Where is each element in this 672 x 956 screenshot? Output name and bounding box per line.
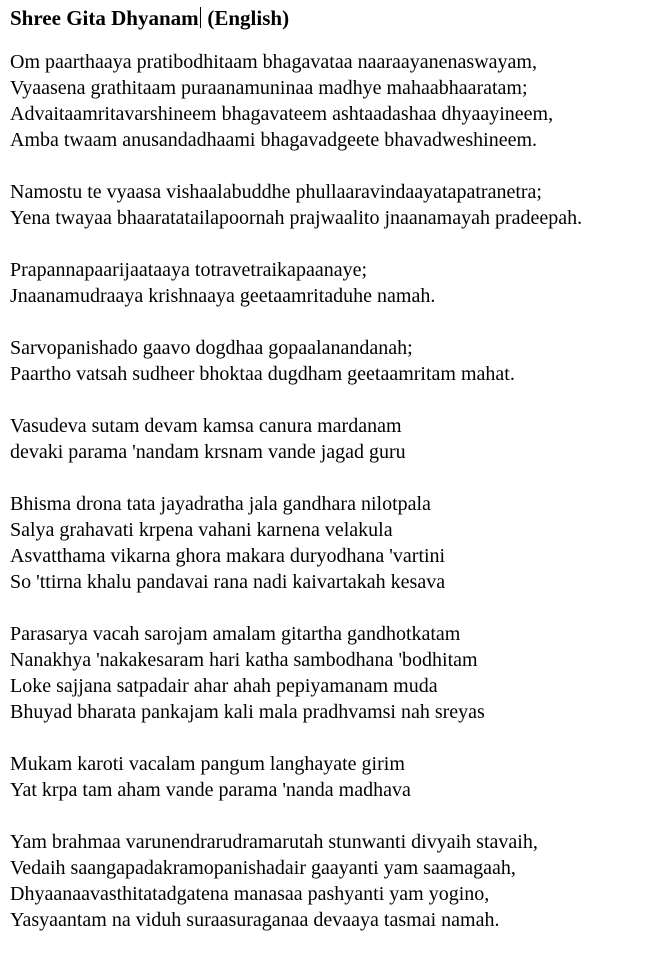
stanza-list — [10, 49, 665, 933]
stanza-8[interactable] — [10, 751, 665, 803]
verse-line[interactable]: Salya grahavati krpena vahani karnena velakula — [10, 519, 393, 541]
stanza-7[interactable] — [10, 621, 665, 725]
stanza-9[interactable] — [10, 829, 665, 933]
verse-line[interactable]: Loke sajjana satpadair ahar ahah pepiyamanam muda — [10, 675, 438, 697]
verse-line[interactable]: Paartho vatsah sudheer bhoktaa dugdham geetaamritam mahat. — [10, 363, 515, 385]
verse-line[interactable]: Prapannapaarijaataaya totravetraikapaanaye; — [10, 259, 368, 281]
stanza-3[interactable] — [10, 257, 665, 309]
title-text-after-cursor: (English) — [202, 6, 290, 30]
text-cursor — [200, 7, 202, 28]
verse-line[interactable]: So 'ttirna khalu pandavai rana nadi kaivartakah kesava — [10, 571, 446, 593]
verse-line[interactable]: Mukam karoti vacalam pangum langhayate girim — [10, 753, 405, 775]
verse-line[interactable]: Vyaasena grathitaam puraanamuninaa madhye mahaabhaaratam; — [10, 77, 528, 99]
stanza-2[interactable] — [10, 179, 665, 231]
verse-line[interactable]: devaki parama 'nandam krsnam vande jagad guru — [10, 441, 406, 463]
title-text-before-cursor: Shree Gita Dhyanam — [10, 6, 199, 30]
verse-line[interactable]: Yat krpa tam aham vande parama 'nanda madhava — [10, 779, 411, 801]
verse-line[interactable]: Asvatthama vikarna ghora makara duryodhana 'vartini — [10, 545, 446, 567]
verse-line[interactable]: Yam brahmaa varunendrarudramarutah stunwanti divyaih stavaih, — [10, 831, 538, 853]
verse-line[interactable]: Bhisma drona tata jayadratha jala gandhara nilotpala — [10, 493, 431, 515]
verse-line[interactable]: Vasudeva sutam devam kamsa canura mardanam — [10, 415, 402, 437]
verse-line[interactable]: Om paarthaaya pratibodhitaam bhagavataa naaraayanenaswayam, — [10, 51, 537, 73]
verse-line[interactable]: Namostu te vyaasa vishaalabuddhe phullaaravindaayatapatranetra; — [10, 181, 542, 203]
verse-line[interactable]: Nanakhya 'nakakesaram hari katha sambodhana 'bodhitam — [10, 649, 478, 671]
verse-line[interactable]: Jnaanamudraaya krishnaaya geetaamritaduhe namah. — [10, 285, 436, 307]
stanza-1[interactable] — [10, 49, 665, 153]
verse-line[interactable]: Advaitaamritavarshineem bhagavateem ashtaadashaa dhyaayineem, — [10, 103, 554, 125]
verse-line[interactable]: Parasarya vacah sarojam amalam gitartha gandhotkatam — [10, 623, 461, 645]
verse-line[interactable]: Amba twaam anusandadhaami bhagavadgeete bhavadweshineem. — [10, 129, 538, 151]
verse-line[interactable]: Yena twayaa bhaaratatailapoornah prajwaalito jnaanamayah pradeepah. — [10, 207, 583, 229]
stanza-4[interactable] — [10, 335, 665, 387]
verse-line[interactable]: Vedaih saangapadakramopanishadair gaayanti yam saamagaah, — [10, 857, 516, 879]
document-title[interactable] — [10, 5, 665, 31]
verse-line[interactable]: Yasyaantam na viduh suraasuraganaa devaaya tasmai namah. — [10, 909, 500, 931]
verse-line[interactable]: Bhuyad bharata pankajam kali mala pradhvamsi nah sreyas — [10, 701, 485, 723]
verse-line[interactable]: Dhyaanaavasthitatadgatena manasaa pashyanti yam yogino, — [10, 883, 490, 905]
stanza-5[interactable] — [10, 413, 665, 465]
stanza-6[interactable] — [10, 491, 665, 595]
verse-line[interactable]: Sarvopanishado gaavo dogdhaa gopaalanandanah; — [10, 337, 413, 359]
